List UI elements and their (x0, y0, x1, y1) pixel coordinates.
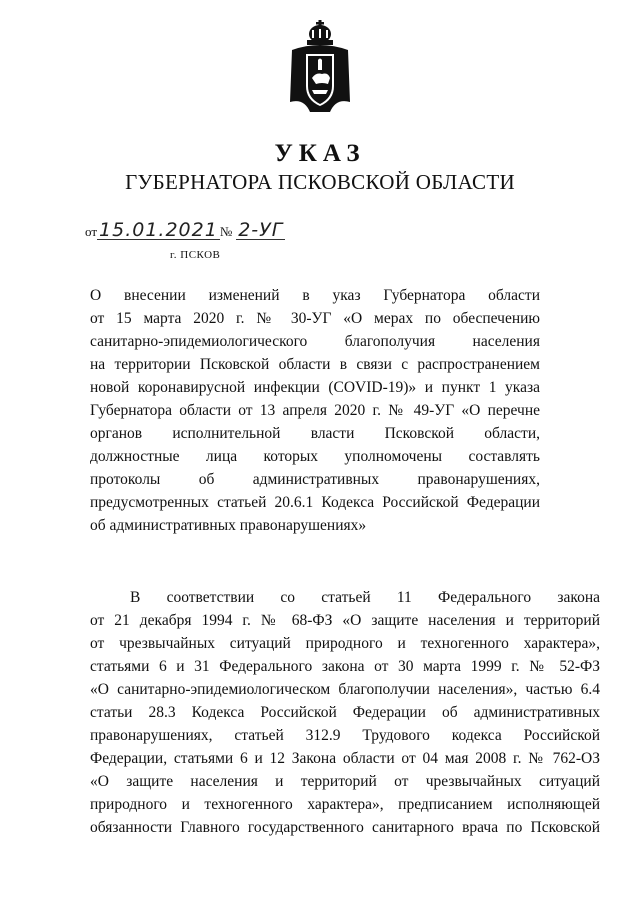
pskov-coat-of-arms-icon (286, 20, 354, 120)
decree-title: УКАЗ (274, 140, 366, 167)
body-line: обязанности Главного государственного санитарного врача по Псковской (90, 819, 600, 836)
body-line: статьи 28.3 Кодекса Российской Федерации об административных (90, 704, 600, 721)
subject-line: об административных правонарушениях» (90, 517, 367, 534)
date-prefix: от (85, 224, 98, 239)
decree-date: 15.01.2021 (99, 219, 218, 241)
subject-line: органов исполнительной власти Псковской области, (90, 425, 540, 442)
decree-issuer: ГУБЕРНАТОРА ПСКОВСКОЙ ОБЛАСТИ (125, 170, 515, 194)
body-line: «О защите населения и территорий от чрезвычайных ситуаций (90, 773, 600, 790)
subject-line: новой коронавирусной инфекции (COVID-19)» и пункт 1 указа (90, 379, 540, 396)
subject-line: должностные лица которых уполномочены составлять (90, 448, 540, 465)
subject-line: на территории Псковской области в связи с распространением (90, 356, 540, 373)
body-line: статьями 6 и 31 Федерального закона от 30 марта 1999 г. № 52-ФЗ (90, 658, 600, 675)
subject-line: протоколы об административных правонарушениях, (90, 471, 540, 488)
subject-line: санитарно-эпидемиологического благополучия населения (90, 333, 540, 350)
body-line: «О санитарно-эпидемиологическом благополучии населения», частью 6.4 (90, 681, 600, 698)
body-line: Федерации, статьями 6 и 12 Закона области от 04 мая 2008 г. № 762-ОЗ (90, 750, 600, 767)
decree-number: 2-УГ (238, 219, 284, 241)
subject-line: Губернатора области от 13 апреля 2020 г. № 49-УГ «О перечне (90, 402, 540, 419)
decree-city: г. ПСКОВ (170, 249, 221, 261)
body-line: природного и техногенного характера», предписанием исполняющей (90, 796, 600, 813)
body-line: В соответствии со статьей 11 Федерального закона (130, 589, 600, 606)
decree-date-number (85, 221, 285, 240)
body-line: от чрезвычайных ситуаций природного и техногенного характера», (90, 635, 600, 652)
subject-line: от 15 марта 2020 г. № 30-УГ «О мерах по обеспечению (90, 310, 540, 327)
body-line: правонарушениях, статьей 312.9 Трудового кодекса Российской (90, 727, 600, 744)
body-line: от 21 декабря 1994 г. № 68-ФЗ «О защите населения и территорий (90, 612, 600, 629)
subject-line: О внесении изменений в указ Губернатора области (90, 287, 540, 304)
number-label: № (219, 224, 233, 239)
subject-line: предусмотренных статьей 20.6.1 Кодекса Российской Федерации (90, 494, 540, 511)
